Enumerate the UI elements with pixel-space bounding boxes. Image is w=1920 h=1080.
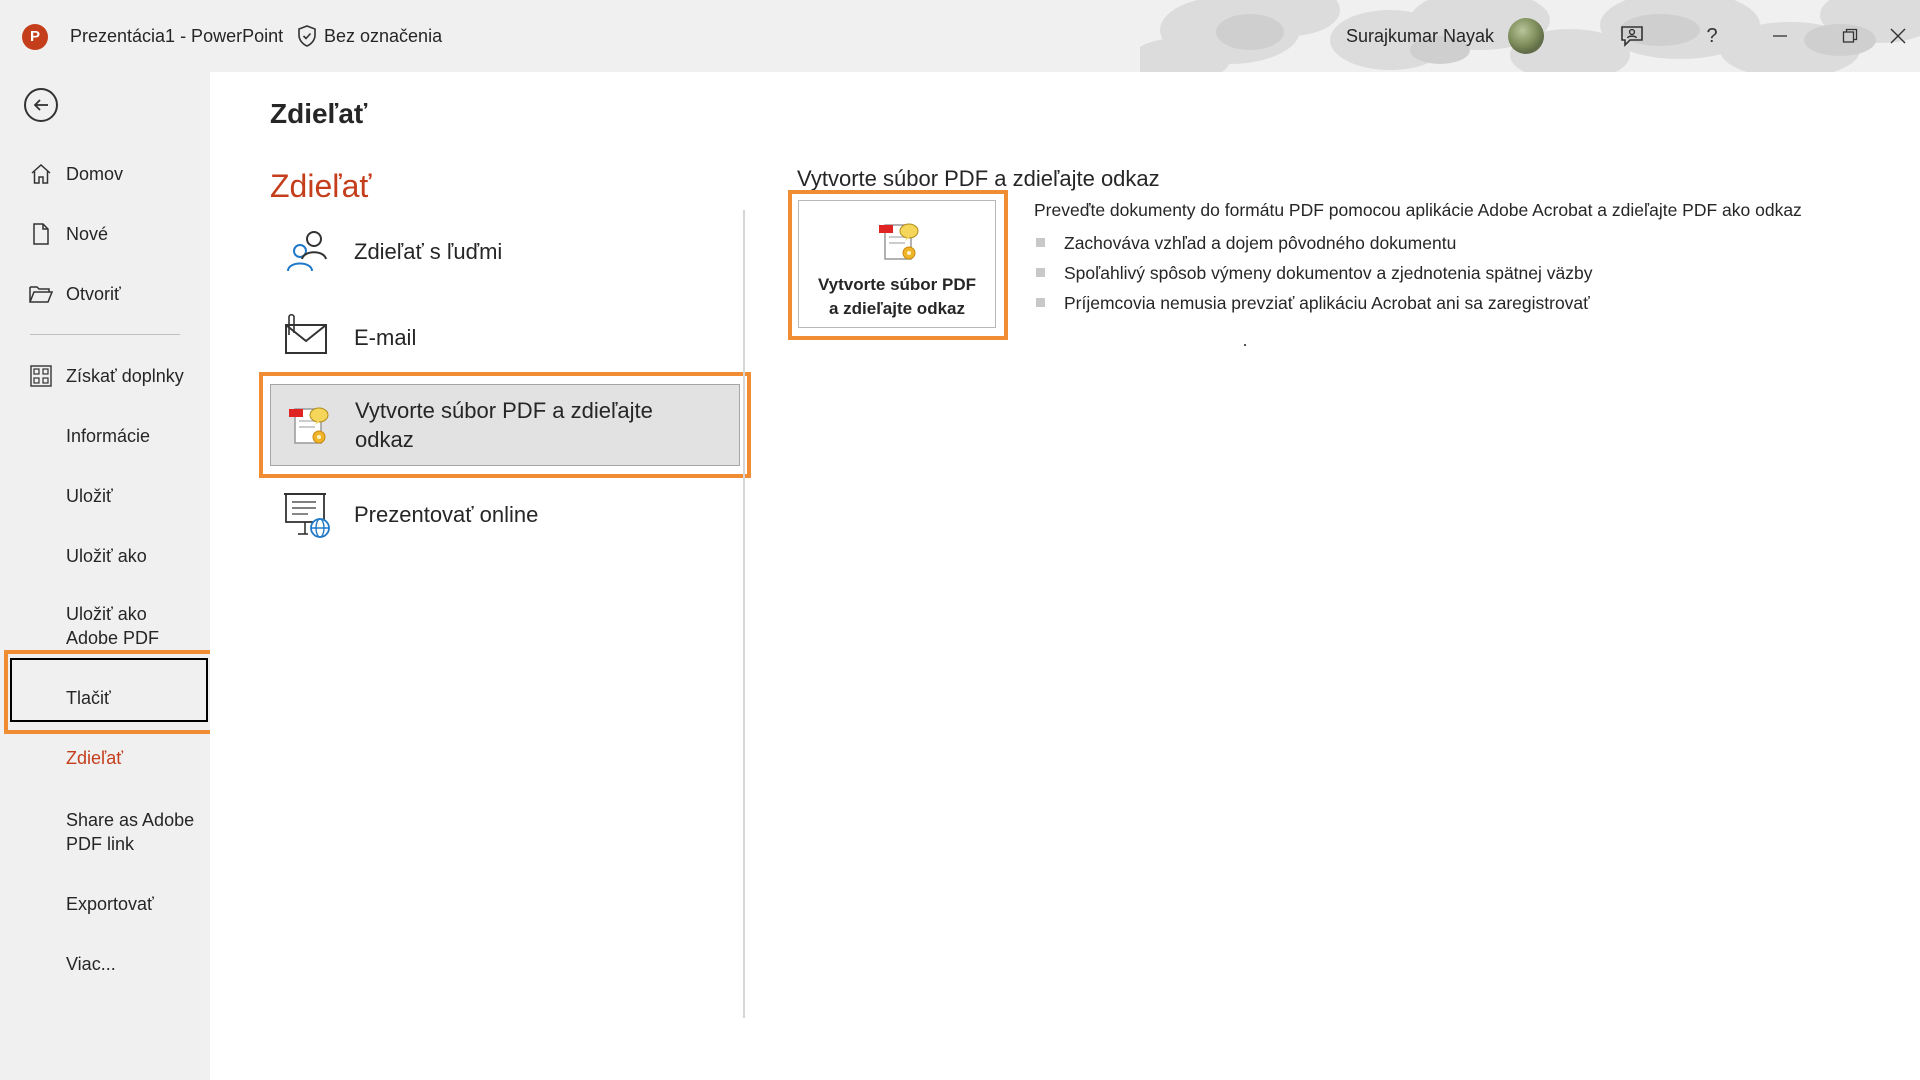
- minimize-icon: [1772, 28, 1788, 44]
- nav-label: Otvoriť: [66, 284, 121, 304]
- shield-icon: [296, 24, 318, 48]
- backstage-nav: [0, 72, 210, 1080]
- nav-item-save[interactable]: [0, 478, 210, 514]
- nav-label: Nové: [66, 224, 109, 244]
- nav-label: Domov: [66, 164, 124, 184]
- nav-label: Uložiť: [66, 486, 113, 506]
- share-people-icon: [280, 225, 332, 277]
- nav-item-export[interactable]: [0, 886, 210, 922]
- nav-label: Viac...: [66, 954, 116, 974]
- help-icon: ?: [1706, 24, 1718, 47]
- minimize-button[interactable]: [1758, 16, 1802, 56]
- create-pdf-link-button-label: Vytvorte súbor PDF a zdieľajte odkaz: [817, 275, 977, 318]
- bullet-square-icon: [1036, 268, 1045, 277]
- nav-label: Zdieľať: [66, 748, 124, 768]
- bullet-square-icon: [1036, 298, 1045, 307]
- addins-grid-icon: [28, 363, 54, 389]
- nav-item-more[interactable]: [0, 946, 210, 982]
- arrow-left-icon: [32, 96, 50, 114]
- detail-heading: Vytvorte súbor PDF a zdieľajte odkaz: [797, 166, 1160, 191]
- restore-icon: [1842, 28, 1858, 44]
- detail-description: Preveďte dokumenty do formátu PDF pomocou aplikácie Adobe Acrobat a zdieľajte PDF ako odkaz: [1034, 200, 1802, 220]
- nav-label: Informácie: [66, 426, 151, 446]
- backstage-content: [210, 72, 1920, 1080]
- avatar[interactable]: [1508, 18, 1544, 54]
- nav-item-save-as[interactable]: [0, 538, 210, 574]
- list-item: [1034, 228, 1592, 258]
- nav-label: Share as Adobe PDF link: [66, 810, 195, 854]
- nav-label: Získať doplnky: [66, 366, 184, 386]
- bullet-square-icon: [1036, 238, 1045, 247]
- powerpoint-logo-icon: P: [22, 24, 48, 50]
- nav-separator: [30, 334, 180, 335]
- option-label: Zdieľať s ľuďmi: [354, 238, 503, 264]
- nav-item-save-as-adobe-pdf[interactable]: [0, 598, 210, 654]
- list-item: [1034, 288, 1592, 318]
- detail-bullets: [1034, 228, 1592, 318]
- nav-item-home[interactable]: [0, 156, 210, 192]
- share-option-email[interactable]: [270, 300, 740, 374]
- title-bar: [0, 0, 1920, 72]
- email-icon: [280, 311, 332, 363]
- home-icon: [28, 161, 54, 187]
- bullet-text: Príjemcovia nemusia prevziať aplikáciu Acrobat ani sa zaregistrovať: [1064, 293, 1590, 313]
- stray-dot: [1244, 344, 1246, 346]
- option-label: Vytvorte súbor PDF a zdieľajte odkaz: [355, 398, 653, 452]
- help-button[interactable]: [1690, 16, 1734, 56]
- nav-label: Tlačiť: [66, 688, 111, 708]
- option-label: Prezentovať online: [354, 501, 539, 527]
- highlight-box-nav-share: [4, 650, 220, 734]
- nav-label: Uložiť ako: [66, 546, 147, 566]
- feedback-icon: [1619, 23, 1645, 49]
- sensitivity-label-text: Bez označenia: [324, 25, 443, 46]
- bullet-text: Zachováva vzhľad a dojem pôvodného dokumentu: [1064, 233, 1457, 253]
- close-icon: [1889, 27, 1907, 45]
- nav-item-share[interactable]: [0, 740, 210, 776]
- list-item: [1034, 258, 1592, 288]
- share-option-present-online[interactable]: [270, 472, 740, 556]
- sensitivity-label-button[interactable]: [296, 22, 442, 50]
- comments-feedback-button[interactable]: [1610, 16, 1654, 56]
- nav-item-new[interactable]: [0, 216, 210, 252]
- nav-label: Exportovať: [66, 894, 154, 914]
- share-option-people[interactable]: [270, 214, 740, 288]
- back-button[interactable]: [24, 88, 58, 122]
- nav-label: Uložiť ako Adobe PDF: [66, 604, 160, 648]
- window-title: Prezentácia1 - PowerPoint: [70, 26, 284, 46]
- vertical-divider: [743, 210, 745, 1018]
- user-name[interactable]: Surajkumar Nayak: [1345, 26, 1494, 46]
- nav-item-share-as-adobe-pdf-link[interactable]: [0, 804, 210, 860]
- section-title: Zdieľať: [270, 168, 372, 204]
- highlight-box-create-pdf-option: [259, 372, 751, 478]
- page-title: Zdieľať: [270, 98, 368, 129]
- bullet-text: Spoľahlivý spôsob výmeny dokumentov a zjednotenia spätnej väzby: [1064, 263, 1593, 283]
- open-folder-icon: [28, 281, 54, 307]
- highlight-box-create-pdf-button: [788, 190, 1008, 340]
- new-document-icon: [28, 221, 54, 247]
- close-button[interactable]: [1858, 16, 1920, 56]
- nav-item-info[interactable]: [0, 418, 210, 454]
- nav-item-open[interactable]: [0, 276, 210, 312]
- present-online-icon: [280, 488, 332, 540]
- nav-item-get-addins[interactable]: [0, 358, 210, 394]
- option-label: E-mail: [354, 324, 417, 350]
